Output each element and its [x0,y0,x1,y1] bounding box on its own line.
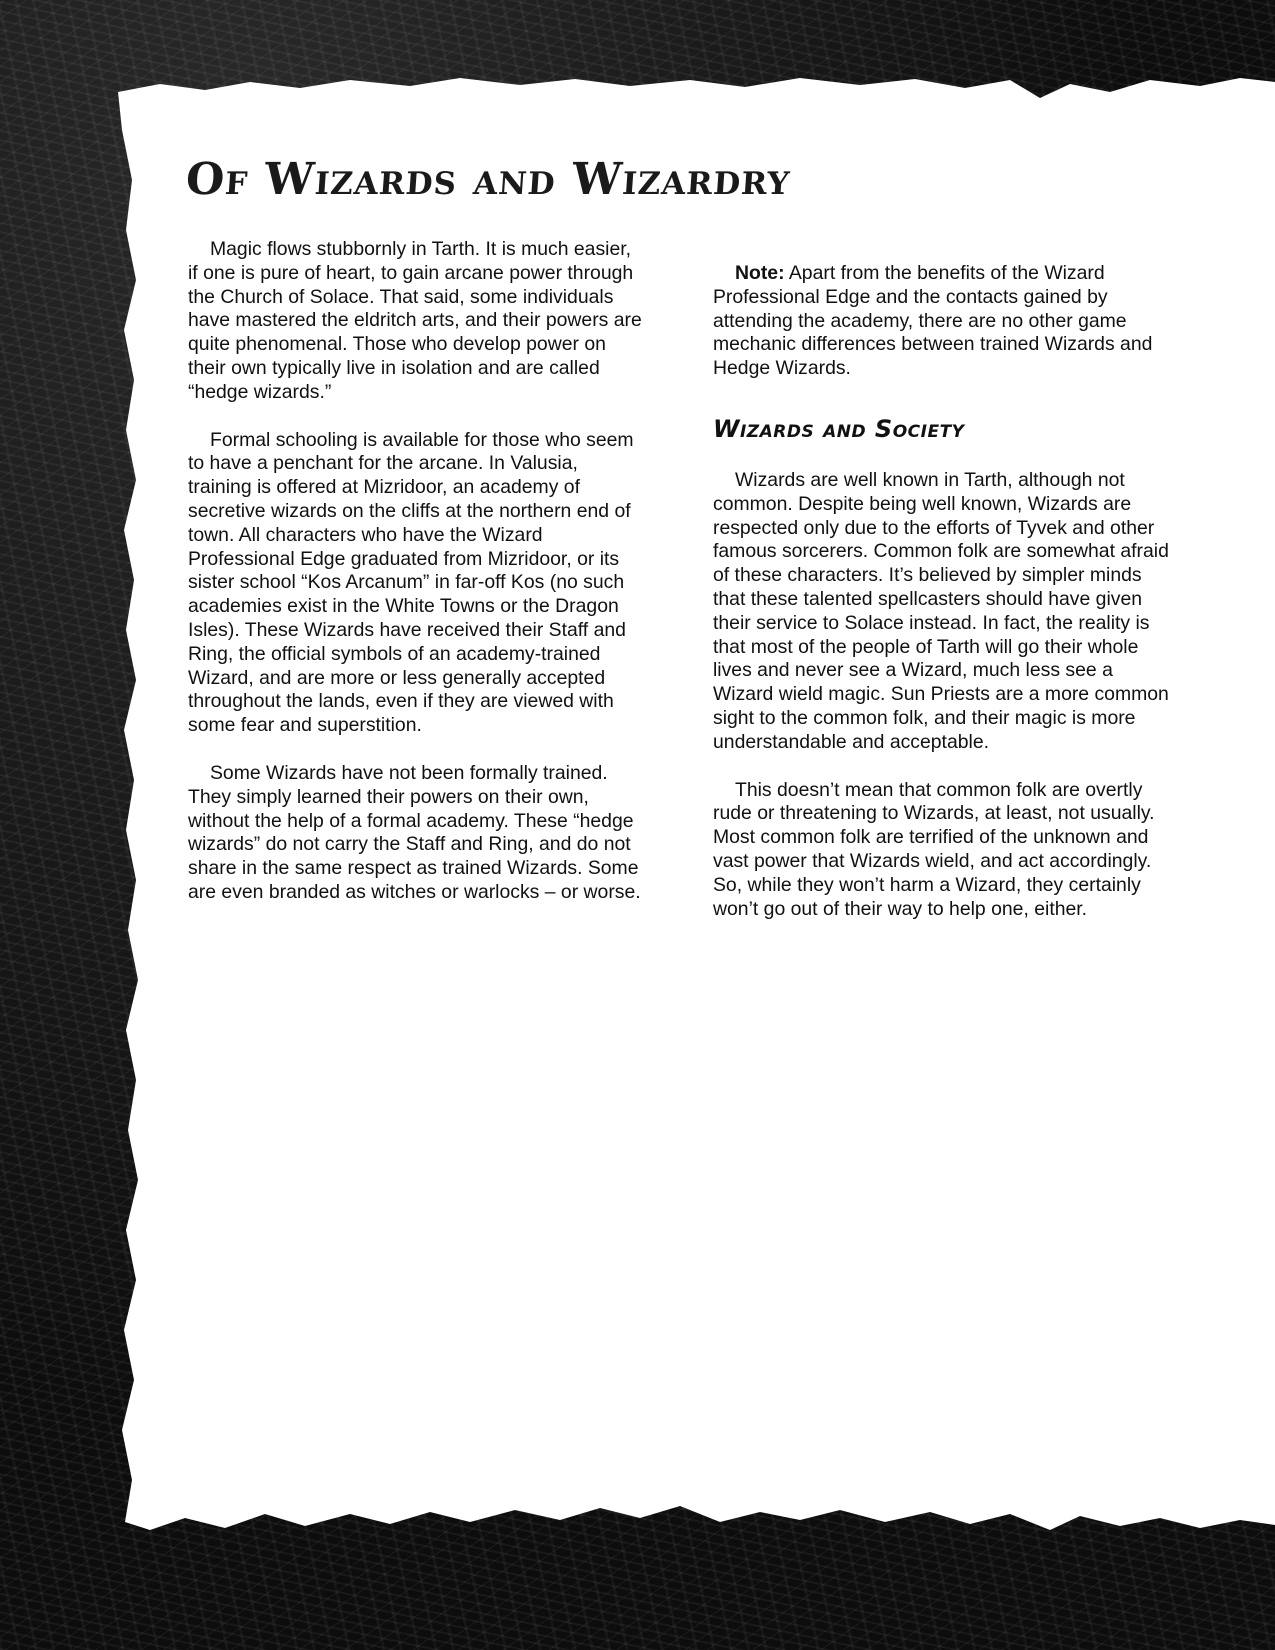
page-title: Of Wizards and Wizardry [184,154,793,205]
body-paragraph: This doesn’t mean that common folk are overtly rude or threatening to Wizards, at least, not usually. Most common folk are terrified of the unknown and vast power that Wizards wield, and act accordingly. So, while they won’t harm a Wizard, they certainly won’t go out of their way to help one, either. [713,778,1155,920]
section-heading: Wizards and Society [713,414,965,443]
body-paragraph: Formal schooling is available for those who seem to have a penchant for the arcane. In Valusia, training is offered at Mizridoor, an academy of secretive wizards on the cliffs at the northern end of town. All characters who have the Wizard Professional Edge graduated from Mizridoor, or its sister school “Kos Arcanum” in far-off Kos (no such academies exist in the White Towns or the Dragon Isles). These Wizards have received their Staff and Ring, the official symbols of an academy-trained Wizard, and are more or less generally accepted throughout the lands, even if they are viewed with some fear and superstition. [188,428,634,737]
note-text: Apart from the benefits of the Wizard Professional Edge and the contacts gained by attending the academy, there are no other game mechanic differences between trained Wizards and Hedge Wizards. [713,262,1153,380]
right-column [713,262,1178,945]
body-paragraph: Some Wizards have not been formally trained. They simply learned their powers on their own, without the help of a formal academy. These “hedge wizards” do not carry the Staff and Ring, and do not share in the same respect as trained Wizards. Some are even branded as witches or warlocks – or worse. [188,761,641,903]
note-paragraph [713,262,1178,381]
left-column [188,238,643,929]
note-label: Note: [735,262,785,284]
body-paragraph: Wizards are well known in Tarth, although not common. Despite being well known, Wizards are respected only due to the efforts of Tyvek and other famous sorcerers. Common folk are somewhat afraid of these characters. It’s believed by simpler minds that these talented spellcasters should have given their service to Solace instead. In fact, the reality is that most of the people of Tarth will go their whole lives and never see a Wizard, much less see a Wizard wield magic. Sun Priests are a more common sight to the common folk, and their magic is more understandable and acceptable. [713,468,1169,753]
body-paragraph: Magic flows stubbornly in Tarth. It is much easier, if one is pure of heart, to gain arcane power through the Church of Solace. That said, some individuals have mastered the eldritch arts, and their powers are quite phenomenal. Those who develop power on their own typically live in isolation and are called “hedge wizards.” [188,238,642,403]
